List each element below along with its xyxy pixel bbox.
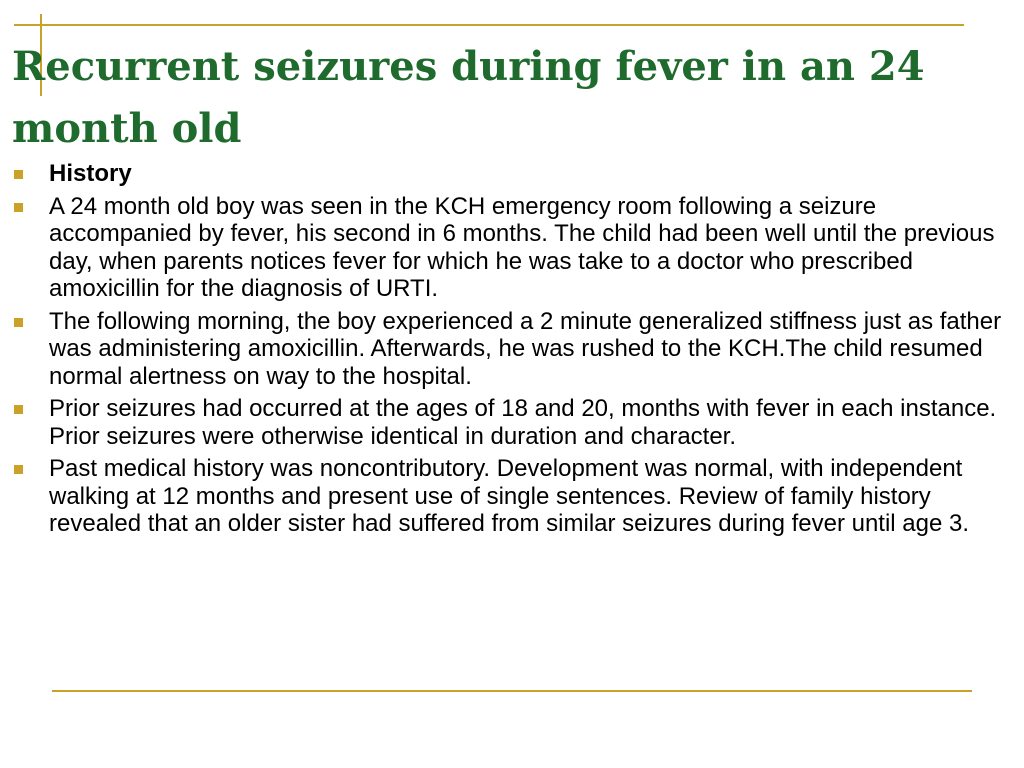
square-bullet-icon (14, 203, 23, 212)
top-divider (14, 24, 964, 26)
list-item (14, 193, 1014, 303)
square-bullet-icon (14, 405, 23, 414)
list-item (14, 395, 1014, 450)
bottom-divider (52, 690, 972, 692)
slide-title: Recurrent seizures during fever in an 24 month old (12, 43, 925, 152)
square-bullet-icon (14, 170, 23, 179)
list-item (14, 308, 1014, 391)
bullet-text: A 24 month old boy was seen in the KCH emergency room following a seizure accompanied by fever, his second in 6 months. The child had been well until the previous day, when parents notices fever for which he was take to a doctor who prescribed amoxicillin for the diagnosis of URTI. (49, 192, 995, 302)
bullet-list (14, 160, 1014, 543)
bullet-text: Prior seizures had occurred at the ages of 18 and 20, months with fever in each instance. Prior seizures were otherwise identical in duration and character. (49, 395, 997, 450)
list-item (14, 455, 1014, 538)
square-bullet-icon (14, 465, 23, 474)
bullet-text: The following morning, the boy experienced a 2 minute generalized stiffness just as father was administering amoxicillin. Afterwards, he was rushed to the KCH.The child resumed normal alertness on way to the hospital. (49, 307, 1002, 390)
bullet-text: Past medical history was noncontributory. Development was normal, with independent walking at 12 months and present use of single sentences. Review of family history revealed that an older sister had suffered from similar seizures during fever until age 3. (49, 455, 970, 537)
section-heading: History (49, 160, 132, 187)
list-item (14, 160, 1014, 188)
square-bullet-icon (14, 318, 23, 327)
